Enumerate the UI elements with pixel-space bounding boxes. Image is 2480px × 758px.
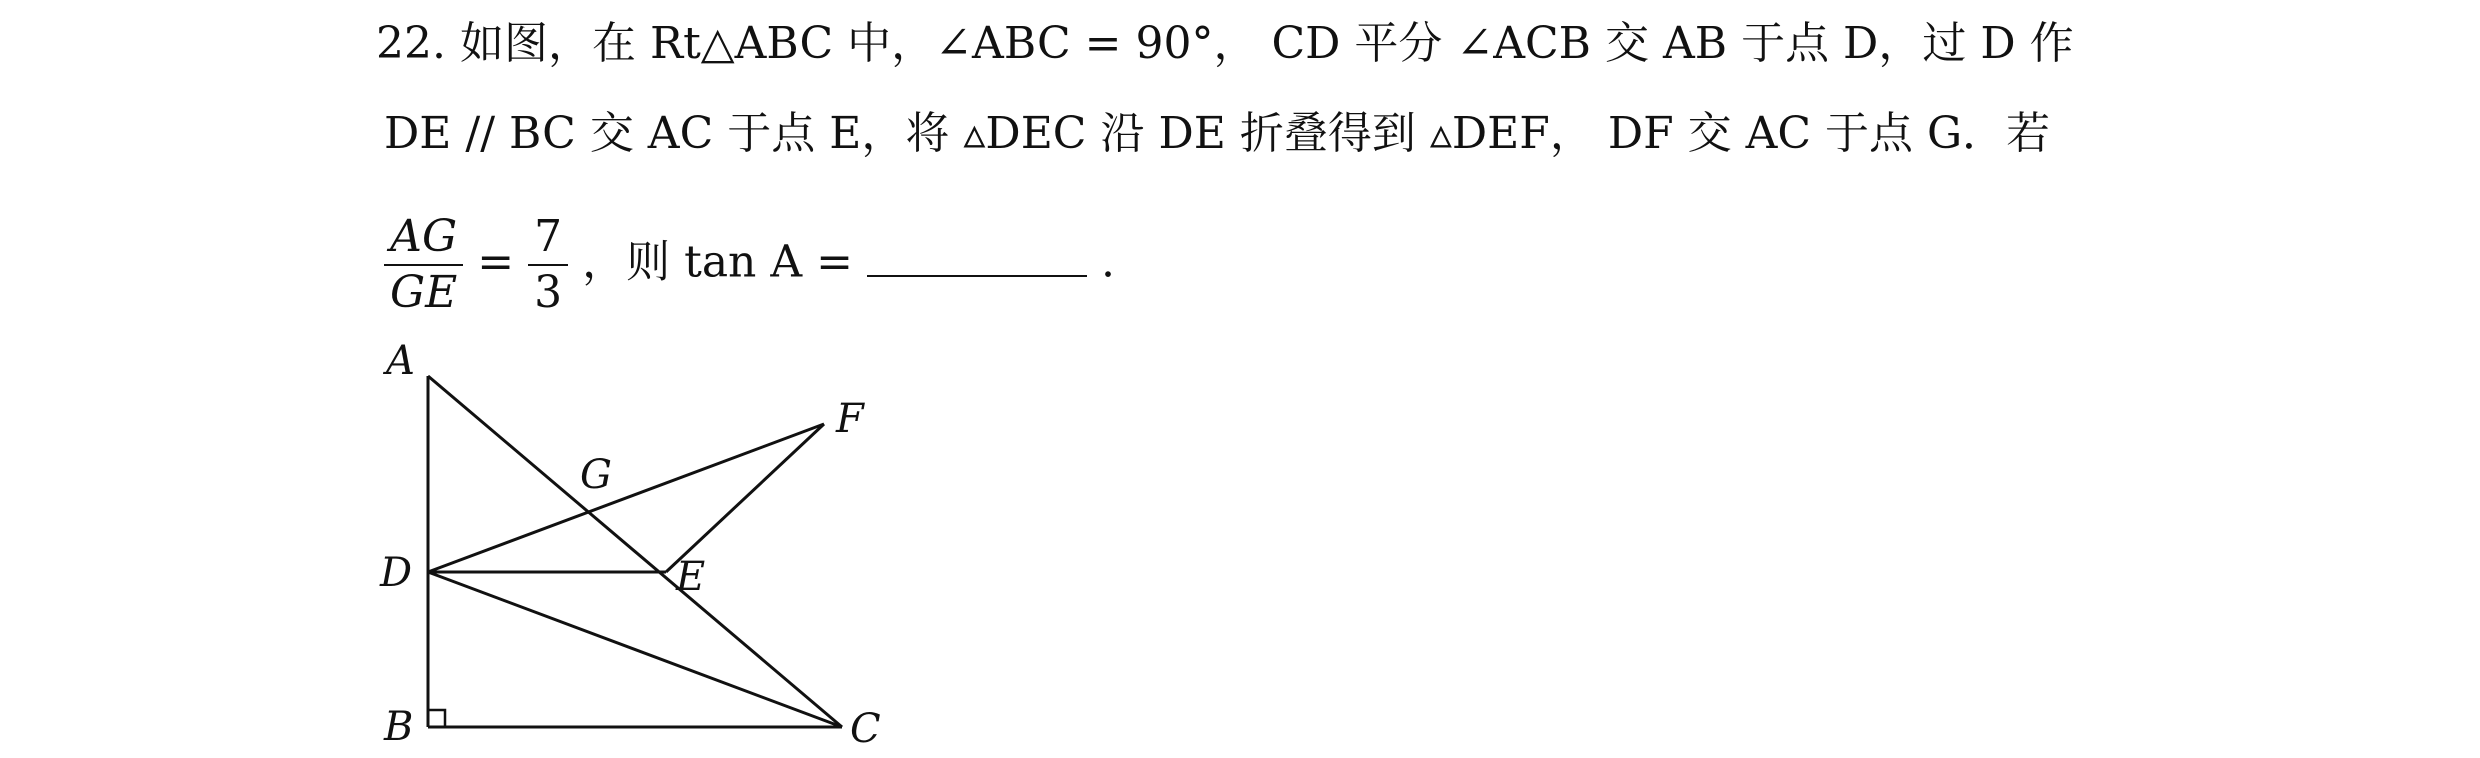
value-numerator: 7: [528, 210, 568, 266]
problem-line-2: DE // BC 交 AC 于点 E，将 ▵DEC 沿 DE 折叠得到 ▵DEF， DF 交 AC 于点 G．若: [384, 108, 2051, 159]
label-D: D: [380, 550, 413, 596]
equals-sign: =: [477, 236, 515, 288]
segment-EF: [666, 424, 824, 572]
label-F: F: [836, 396, 864, 442]
label-C: C: [850, 706, 881, 750]
label-G: G: [580, 452, 612, 498]
question-text: ，则 tan A =: [582, 236, 854, 288]
ratio-denominator: GE: [390, 267, 458, 318]
label-E: E: [676, 554, 706, 600]
ratio-fraction: [384, 210, 463, 320]
ratio-numerator: AG: [384, 210, 463, 266]
right-angle-mark: [428, 710, 445, 727]
value-denominator: 3: [534, 267, 563, 318]
label-A: A: [386, 340, 415, 384]
label-B: B: [384, 704, 414, 750]
segment-AC: [428, 376, 842, 727]
end-mark: .: [1101, 236, 1116, 288]
problem-line-3: [384, 210, 1115, 320]
answer-blank[interactable]: [867, 235, 1087, 277]
segment-DF: [428, 424, 824, 572]
segment-DC: [428, 572, 842, 727]
value-fraction: [528, 210, 568, 320]
problem-line-1: 22. 如图，在 Rt△ABC 中，∠ABC = 90°， CD 平分 ∠ACB 交 AB 于点 D，过 D 作: [376, 18, 2074, 69]
geometry-figure: [370, 340, 930, 750]
